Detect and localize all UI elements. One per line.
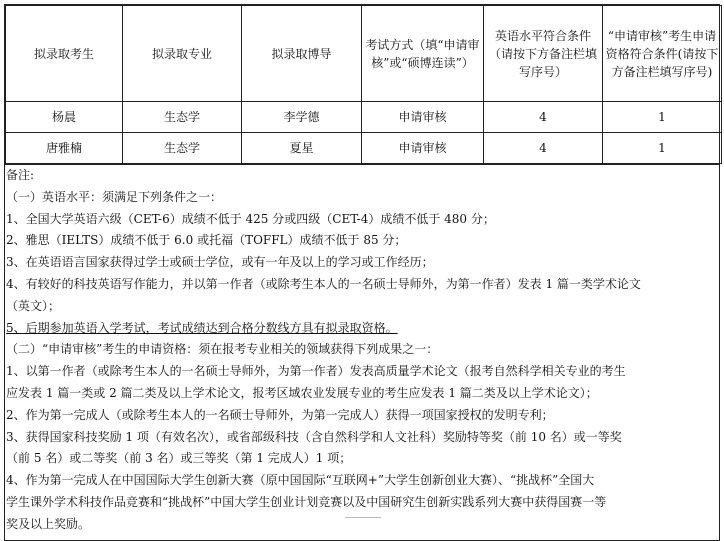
table-header-row	[6, 6, 722, 102]
note-line: （前 5 名）或二等奖（前 3 名）或三等奖（第 1 完成人）1 项；	[6, 451, 352, 466]
note-line: 4、有较好的科技英语写作能力，并以第一作者（或除考生本人的一名硕士导师外，为第一作者）发表 1 篇一类学术论文	[6, 276, 641, 291]
cell-exam-method: 申请审核	[362, 133, 484, 164]
header-major: 拟录取专业	[123, 6, 242, 102]
note-line: 2、作为第一完成人（或除考生本人的一名硕士导师外，为第一完成人）获得一项国家授权的发明专利；	[6, 407, 554, 422]
header-application-eligibility: “申请审核”考生申请资格符合条件(请按下方备注栏填写序号)	[603, 6, 722, 102]
note-line: 学生课外学术科技作品竞赛和“挑战杯”中国大学生创业计划竞赛以及中国研究生创新实践系列大赛中获得国赛一等	[6, 494, 607, 509]
note-line: 1、全国大学英语六级（CET-6）成绩不低于 425 分或四级（CET-4）成绩不低于 480 分；	[6, 211, 495, 226]
note-line: 3、获得国家科技奖励 1 项（有效名次），或省部级科技（含自然科学和人文社科）奖励特等奖（前 10 名）或一等奖	[6, 429, 622, 444]
cell-supervisor: 夏星	[242, 133, 362, 164]
cell-candidate: 唐雅楠	[6, 133, 123, 164]
cell-english-level: 4	[484, 133, 603, 164]
header-supervisor: 拟录取博导	[242, 6, 362, 102]
cell-application-eligibility: 1	[603, 133, 722, 164]
notes-section	[5, 164, 719, 540]
table-row	[6, 102, 722, 133]
cell-exam-method: 申请审核	[362, 102, 484, 133]
note-line: （英文）；	[6, 298, 61, 313]
note-line: 奖及以上奖励。	[6, 516, 91, 531]
header-candidate: 拟录取考生	[6, 6, 123, 102]
note-line: 应发表 1 篇一类或 2 篇二类及以上学术论文，报考区域农业发展专业的考生应发表 1 篇二类及以上学术论文）；	[6, 385, 598, 400]
cell-major: 生态学	[123, 133, 242, 164]
note-line: 2、雅思（IELTS）成绩不低于 6.0 或托福（TOFFL）成绩不低于 85 分；	[6, 233, 407, 248]
note-line: （二）“申请审核”考生的申请资格：须在报考专业相关的领域获得下列成果之一：	[6, 342, 439, 357]
notes-label: 备注:	[6, 168, 35, 182]
note-line: 4、作为第一完成人在中国国际大学生创新大赛（原中国国际“互联网+”大学生创新创业大赛）、“挑战杯”全国大	[6, 473, 595, 488]
cell-english-level: 4	[484, 102, 603, 133]
header-exam-method: 考试方式（填“申请审核”或“硕博连读”）	[362, 6, 484, 102]
cell-major: 生态学	[123, 102, 242, 133]
note-line: 1、以第一作者（或除考生本人的一名硕士导师外，为第一作者）发表高质量学术论文（报考自然科学相关专业的考生	[6, 364, 626, 379]
cell-supervisor: 李学德	[242, 102, 362, 133]
note-line-underlined	[6, 318, 718, 340]
header-english-level: 英语水平符合条件（请按下方备注栏填写序号）	[484, 6, 603, 102]
admission-document	[4, 4, 720, 541]
underlined-note-text: 5、后期参加英语入学考试，考试成绩达到合格分数线方具有拟录取资格。	[6, 320, 398, 335]
table-row	[6, 133, 722, 164]
admission-table	[5, 5, 722, 164]
note-line: （一）英语水平：须满足下列条件之一：	[6, 189, 223, 204]
cell-candidate: 杨晨	[6, 102, 123, 133]
page-edge-mark	[345, 517, 381, 522]
cell-application-eligibility: 1	[603, 102, 722, 133]
note-line: 3、在英语语言国家获得过学士或硕士学位，或有一年及以上的学习或工作经历；	[6, 255, 434, 270]
